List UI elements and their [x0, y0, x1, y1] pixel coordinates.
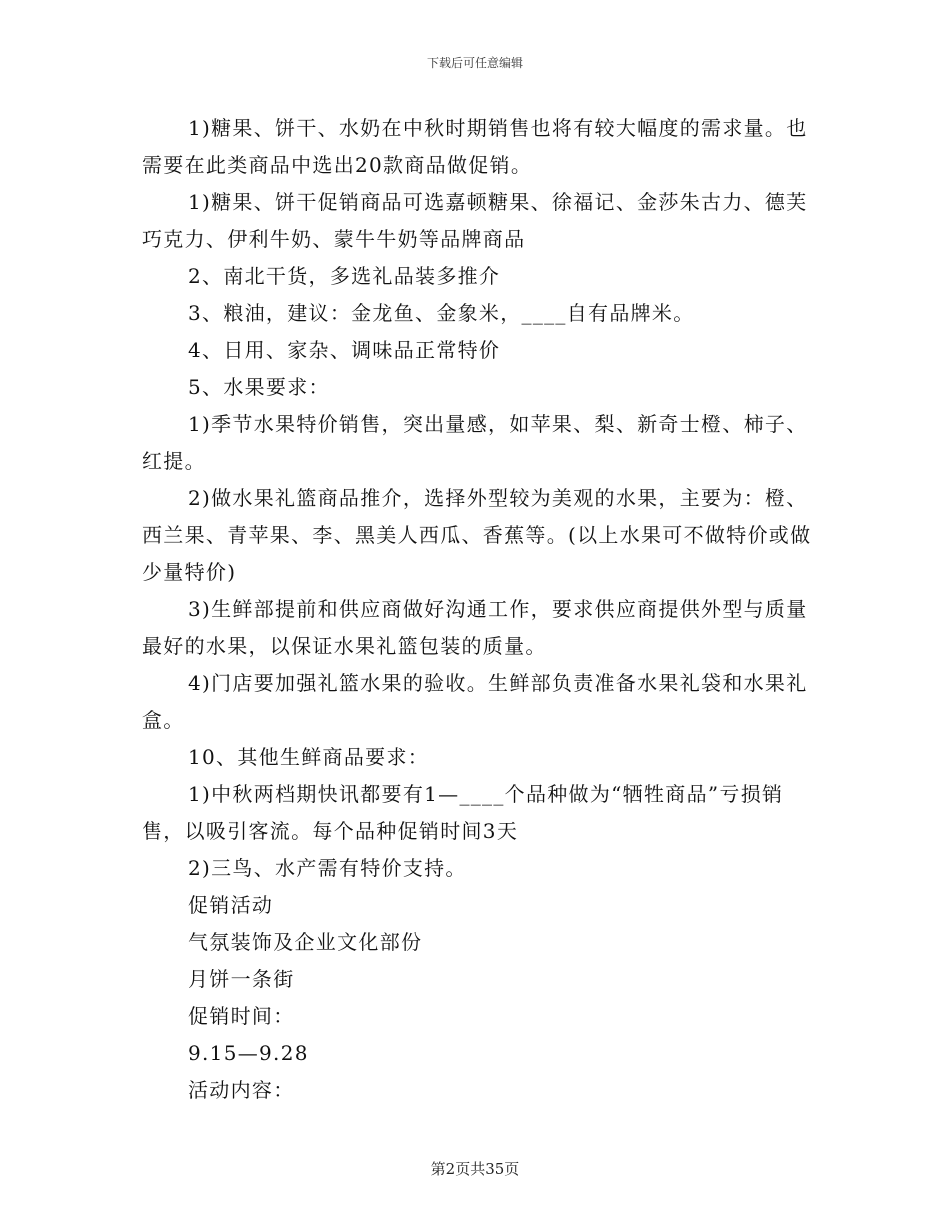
paragraph: 9.15—9.28 [188, 1041, 309, 1065]
paragraph: 1)季节水果特价销售，突出量感，如苹果、梨、新奇士橙、柿子、红提。 [142, 412, 808, 473]
paragraph: 3)生鲜部提前和供应商做好沟通工作，要求供应商提供外型与质量最好的水果，以保证水果礼篮包装的质量。 [142, 597, 808, 658]
page-header: 下载后可任意编辑 [426, 56, 523, 70]
paragraph: 5、水果要求： [188, 375, 330, 399]
paragraph: 促销活动 [188, 893, 274, 917]
paragraph: 2)做水果礼篮商品推介，选择外型较为美观的水果，主要为：橙、西兰果、青苹果、李、黑美人西瓜、香蕉等。(以上水果可不做特价或做少量特价) [142, 486, 812, 584]
paragraph: 2)三鸟、水产需有特价支持。 [188, 856, 467, 880]
document-body [142, 110, 812, 1109]
paragraph: 月饼一条街 [188, 967, 295, 991]
paragraph: 促销时间： [188, 1004, 295, 1028]
paragraph: 4)门店要加强礼篮水果的验收。生鲜部负责准备水果礼袋和水果礼盒。 [142, 671, 808, 732]
paragraph: 3、粮油，建议：金龙鱼、金象米，____自有品牌米。 [188, 301, 695, 325]
paragraph: 1)中秋两档期快讯都要有1—____个品种做为“牺牲商品”亏损销售，以吸引客流。每个品种促销时间3天 [142, 782, 784, 843]
paragraph: 气氛装饰及企业文化部份 [188, 930, 423, 954]
page-footer: 第2页共35页 [430, 1160, 520, 1178]
paragraph: 1)糖果、饼干促销商品可选嘉顿糖果、徐福记、金莎朱古力、德芙巧克力、伊利牛奶、蒙牛牛奶等品牌商品 [142, 190, 808, 251]
paragraph: 2、南北干货，多选礼品装多推介 [188, 264, 501, 288]
paragraph: 1)糖果、饼干、水奶在中秋时期销售也将有较大幅度的需求量。也需要在此类商品中选出20款商品做促销。 [142, 116, 808, 177]
paragraph: 活动内容： [188, 1078, 295, 1102]
paragraph: 4、日用、家杂、调味品正常特价 [188, 338, 501, 362]
paragraph: 10、其他生鲜商品要求： [188, 745, 430, 769]
